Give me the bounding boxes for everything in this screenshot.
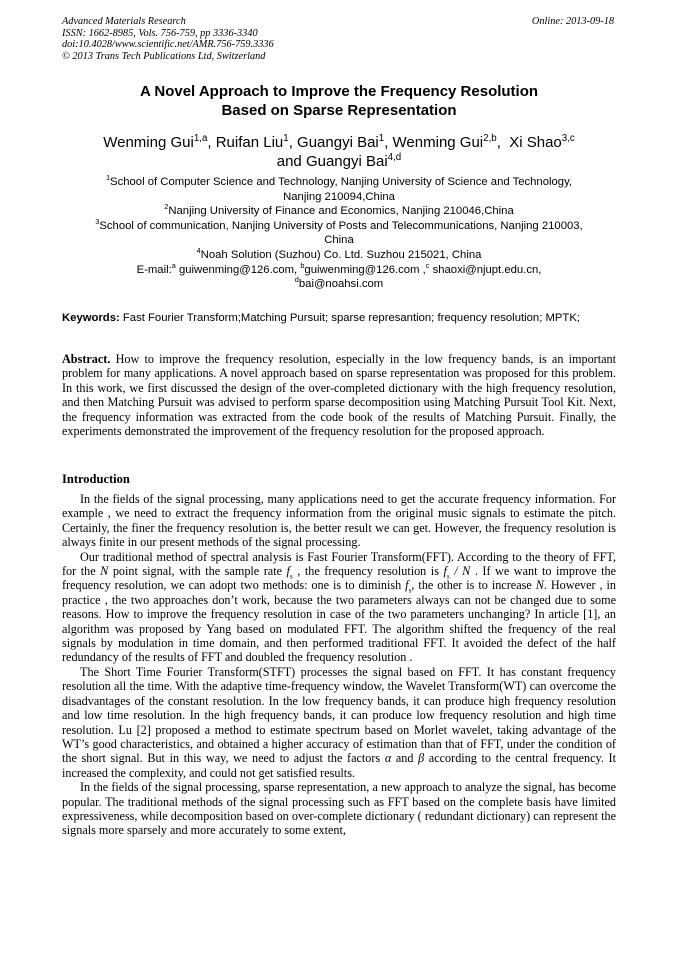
affiliation-4: $^4$Noah Solution (Suzhou) Co. Ltd. Suzhou 215021, China [196, 246, 482, 261]
author: Ruifan Liu$^1$, [215, 133, 298, 151]
affiliations [62, 175, 616, 292]
doi: doi:10.4028/www.scientific.net/AMR.756-759.3336 [62, 39, 274, 50]
affiliation-2: $^2$Nanjing University of Finance and Economics, Nanjing 210046,China [164, 202, 514, 218]
paragraph: In the fields of the signal processing, many applications need to get the accurate frequency information. For example , we need to extract the frequency information from the original music signals to estimate the pitch. Certainly, the finer the frequency resolution is, the better result we can get. However, the frequency resolution is always finite in our present methods of the signal processing. [62, 492, 616, 550]
paper-title [40, 82, 638, 120]
section-heading: Introduction [62, 472, 130, 486]
author: Xi Shao$^{3,c}$ [509, 133, 575, 151]
paragraph: Our traditional method of spectral analysis is Fast Fourier Transform(FFT). According to the theory of FFT, for the N point signal, with the sample rate $f_s$ , the frequency resolution is $f_s$ / N . If we want to improve the frequency resolution, we can adopt two methods: one is to diminish $f_s$, the other is to increase N. However , in practice , the two approaches don’t work, because the two parameters always can not be changed due to some reasons. How to improve the frequency resolution in case of the two parameters unchanging? In article [1], an algorithm was proposed by Yang based on modulated FFT. The algorithm shifted the frequency of the real signals by modulation in time domain, and then performed traditional FFT. It avoided the defect of the half redundancy of the results of FFT and doubled the frequency resolution . [62, 549, 617, 665]
running-header [62, 16, 274, 62]
author: Guangyi Bai$^1$, [297, 133, 393, 151]
keywords-text: Fast Fourier Transform;Matching Pursuit; sparse represantion; frequency resolution; MPTK; [119, 312, 580, 324]
paragraph: In the fields of the signal processing, sparse representation, a new approach to analyze the signal, has become popular. The traditional methods of the signal processing such as FFT based on the complete basis have limited expressiveness, while decomposition based on over-complete dictionary ( redundant dictionary) can represent the signals more sparsely and more accurately to some extent, [62, 780, 616, 838]
email-line: E-mail:$^a$ guiwenming@126.com, $^b$guiwenming@126.com ,$^c$ shaoxi@njupt.edu.cn, [136, 260, 542, 276]
author-line-1 [40, 133, 638, 152]
email-line-2: $^d$bai@noahsi.com [294, 275, 384, 291]
abstract [62, 352, 616, 438]
copyright: © 2013 Trans Tech Publications Ltd, Switzerland [62, 50, 266, 62]
introduction-body [62, 492, 616, 838]
keywords [62, 311, 616, 325]
paragraph: The Short Time Fourier Transform(STFT) processes the signal based on FFT. It has constant frequency resolution all the time. With the adaptive time-frequency window, the Wavelet Transform(WT) can overcome the disadvantages of the constant resolution. In the low frequency bands, it can produce high frequency resolution and low time resolution. In the high frequency bands, it can produce low frequency resolution and high time resolution. Lu [2] proposed a method to estimate spectrum based on Morlet wavelet, taking advantage of the WT’s good characteristics, and obtained a higher accuracy of estimation than that of FFT, under the condition of the short signal. But in this way, we need to adjust the factors α and β according to the central frequency. It increased the complexity, and could not get satisfied results. [62, 664, 616, 780]
author-list [40, 133, 638, 171]
issn: ISSN: 1662-8985, Vols. 756-759, pp 3336-3340 [62, 27, 258, 39]
affiliation-1-cont: Nanjing 210094,China [283, 190, 395, 203]
affiliation-3: $^3$School of communication, Nanjing University of Posts and Telecommunications, Nanjing 210003, [95, 217, 583, 232]
author-line-2: and Guangyi Bai$^{4,d}$ [276, 152, 402, 170]
title-line-2: Based on Sparse Representation [221, 102, 457, 119]
author: Wenming Gui$^{1,a}$, [103, 133, 216, 151]
affiliation-3-cont: China [324, 234, 354, 247]
abstract-label: Abstract. [62, 352, 111, 366]
abstract-paragraph: Abstract. How to improve the frequency resolution, especially in the low frequency bands, is an important problem for many applications. A novel approach based on sparse representation was proposed for this problem. In this work, we first discussed the design of the over-completed dictionary with the high frequency resolution, and then Matching Pursuit was advised to perform sparse decomposition using Matching Pursuit Tool Kit. Next, the frequency information was extracted from the code book of the results of Matching Pursuit. Finally, the experiments demonstrated the improvement of the frequency resolution for the proposed approach. [62, 352, 616, 439]
title-line-1: A Novel Approach to Improve the Frequency Resolution [139, 83, 539, 100]
journal-name: Advanced Materials Research [62, 16, 186, 27]
affiliation-1: $^1$School of Computer Science and Technology, Nanjing University of Science and Technology, [105, 173, 573, 188]
author: Wenming Gui$^{2,b}$, [392, 133, 510, 151]
online-date: Online: 2013-09-18 [531, 16, 614, 27]
keywords-label: Keywords: [62, 312, 120, 324]
